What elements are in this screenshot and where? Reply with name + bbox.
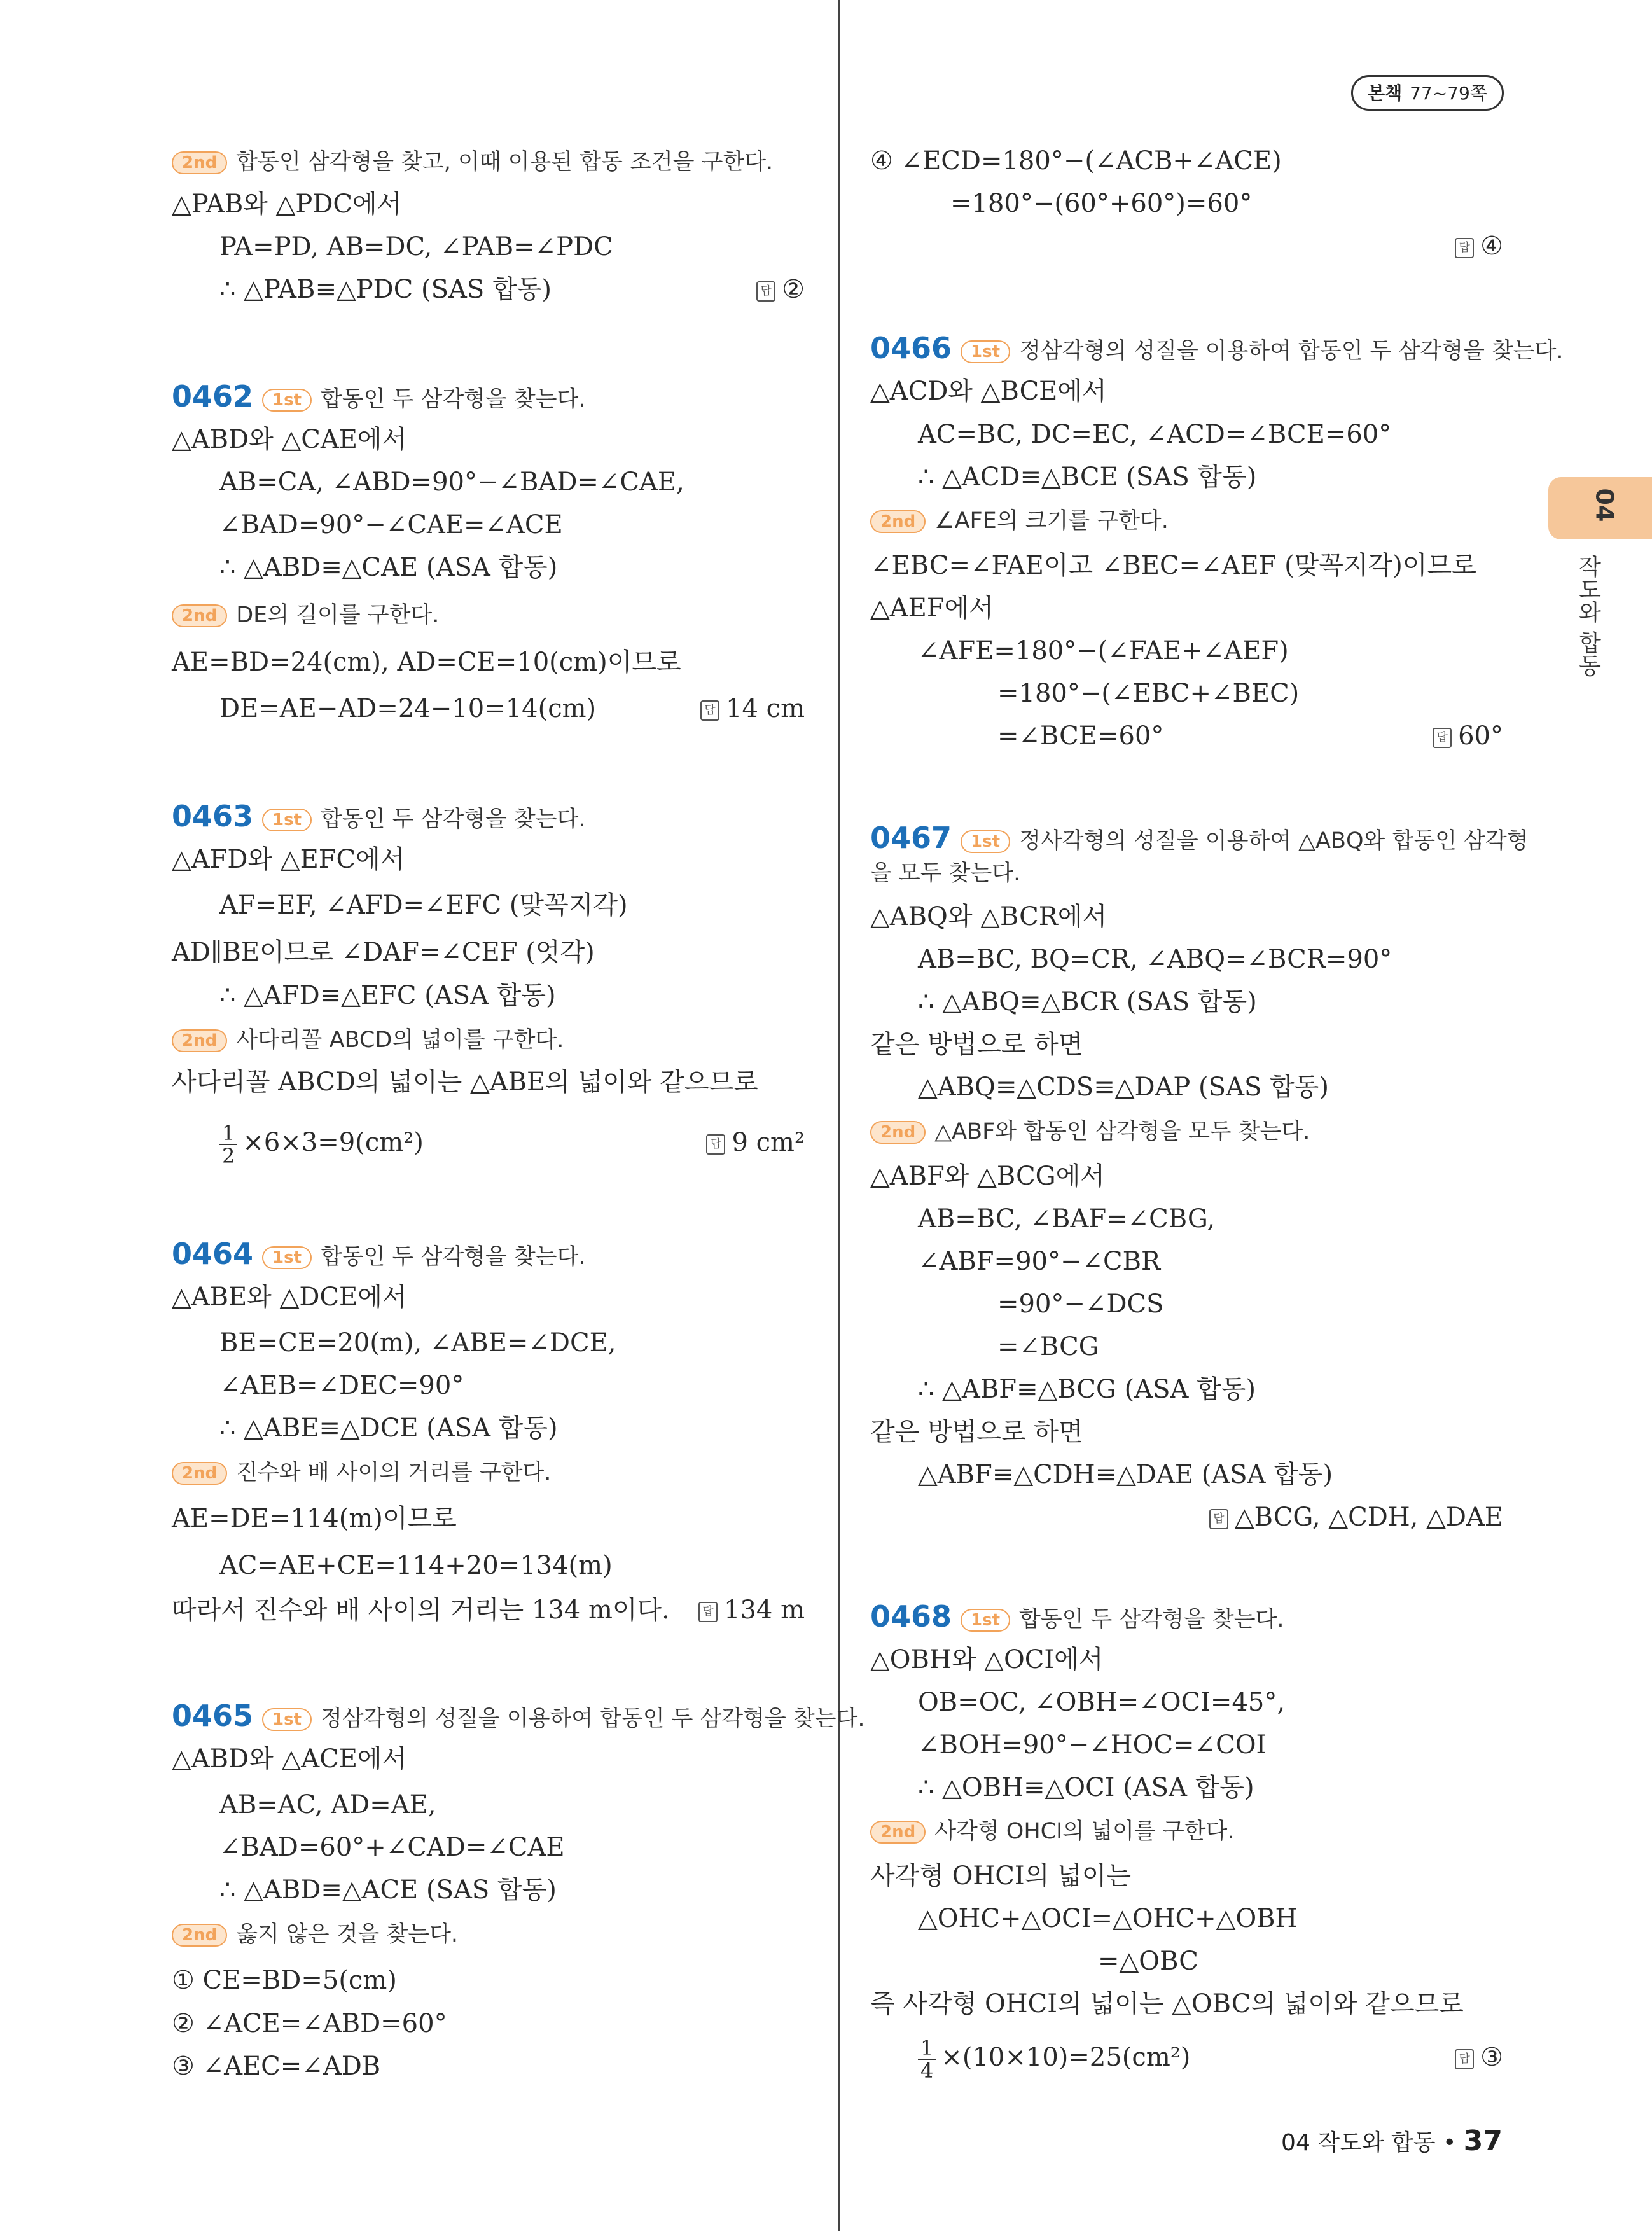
- solution-line: ∴ △ABD≡△ACE (SAS 합동): [219, 1875, 557, 1905]
- answer-icon: 답: [756, 281, 775, 302]
- solution-line: [219, 1117, 805, 1168]
- step1-text: 합동인 두 삼각형을 찾는다.: [321, 807, 586, 832]
- solution-line: △OHC+△OCI=△OHC+△OBH: [918, 1904, 1298, 1933]
- solution-line: ② ∠ACE=∠ABD=60°: [172, 2009, 447, 2038]
- answer-value: 60°: [1458, 721, 1503, 751]
- solution-line: ∴ △ABQ≡△BCR (SAS 합동): [918, 987, 1257, 1017]
- solution-line: =180°−(60°+60°)=60°: [950, 189, 1253, 218]
- solution-line: △PAB와 △PDC에서: [172, 190, 402, 219]
- step1-text: 합동인 두 삼각형을 찾는다.: [1019, 1607, 1284, 1632]
- solution-line: ① CE=BD=5(cm): [172, 1966, 397, 1995]
- solution-line: ∴ △ABF≡△BCG (ASA 합동): [918, 1375, 1256, 1404]
- solution-line: △AFD와 △EFC에서: [172, 845, 405, 874]
- page-footer: [1281, 2125, 1503, 2157]
- problem-heading: [172, 796, 805, 836]
- solution-line: ∠EBC=∠FAE이고 ∠BEC=∠AEF (맞꼭지각)이므로: [870, 551, 1476, 580]
- step2-heading: [172, 1020, 805, 1060]
- solution-line: ∠BAD=60°+∠CAD=∠CAE: [219, 1833, 565, 1862]
- chapter-number: 04: [1590, 488, 1619, 522]
- answer-icon: 답: [706, 1134, 725, 1155]
- step1-text: 합동인 두 삼각형을 찾는다.: [321, 387, 586, 412]
- problem-heading: [870, 1597, 1503, 1636]
- solution-line: 사다리꼴 ABCD의 넓이는 △ABE의 넓이와 같으므로: [172, 1067, 758, 1097]
- answer-value: ②: [782, 275, 805, 304]
- step1-text: 정삼각형의 성질을 이용하여 합동인 두 삼각형을 찾는다.: [1019, 338, 1564, 364]
- solution-line: ③ ∠AEC=∠ADB: [172, 2052, 381, 2081]
- answer: [706, 1117, 805, 1168]
- step2-text: 진수와 배 사이의 거리를 구한다.: [236, 1460, 552, 1485]
- step2-heading: [870, 501, 1503, 541]
- solution-line: ∴ △OBH≡△OCI (ASA 합동): [918, 1773, 1254, 1802]
- step1-badge: 1st: [262, 1246, 312, 1269]
- step2-heading: [870, 1812, 1503, 1851]
- problem-number: 0466: [870, 331, 952, 365]
- solution-line: △ABF와 △BCG에서: [870, 1162, 1105, 1191]
- footer-chapter: 04 작도와 합동: [1281, 2130, 1436, 2156]
- answer: [1455, 226, 1503, 266]
- page-number: 37: [1463, 2125, 1503, 2157]
- answer: [1455, 2032, 1503, 2083]
- answer-icon: 답: [1455, 2049, 1474, 2069]
- solution-line: OB=OC, ∠OBH=∠OCI=45°,: [918, 1688, 1286, 1717]
- solution-line: 같은 방법으로 하면: [870, 1417, 1083, 1447]
- chapter-side-label: 작도와 합동: [1575, 555, 1601, 677]
- step2-heading: [172, 1453, 805, 1492]
- problem-heading: [870, 818, 1529, 858]
- problem-number: 0468: [870, 1599, 952, 1634]
- step2-heading: [172, 595, 805, 635]
- solution-line: AB=AC, AD=AE,: [219, 1790, 436, 1819]
- fraction: [918, 2037, 936, 2082]
- page-reference-range: 77~79쪽: [1410, 83, 1487, 104]
- step2-text: ∠AFE의 크기를 구한다.: [934, 508, 1169, 534]
- solution-line: △AEF에서: [870, 594, 994, 623]
- problem-heading: [172, 1696, 865, 1735]
- problem-heading: [870, 328, 1564, 368]
- solution-line: [219, 270, 805, 309]
- step1-text-continued: 을 모두 찾는다.: [870, 861, 1021, 886]
- answer: [756, 270, 805, 309]
- chapter-side-tab[interactable]: [1548, 477, 1652, 539]
- step1-badge: 1st: [262, 809, 312, 831]
- solution-line: [172, 1590, 805, 1630]
- solution-line: 같은 방법으로 하면: [870, 1030, 1083, 1059]
- solution-line: =△OBC: [1098, 1947, 1198, 1976]
- problem-heading: [172, 377, 805, 416]
- solution-line: [219, 689, 805, 728]
- solution-line-text: =∠BCE=60°: [997, 721, 1164, 751]
- step2-text: △ABF와 합동인 삼각형을 모두 찾는다.: [934, 1119, 1310, 1144]
- solution-line: [997, 716, 1503, 756]
- step2-heading: [870, 1112, 1503, 1151]
- solution-line: △ABD와 △ACE에서: [172, 1744, 407, 1774]
- solution-line: ∴ △AFD≡△EFC (ASA 합동): [219, 981, 556, 1010]
- step2-text: 옳지 않은 것을 찾는다.: [236, 1922, 459, 1947]
- solution-line-text: ×(10×10)=25(cm²): [941, 2043, 1191, 2072]
- answer-value: ④: [1480, 232, 1503, 261]
- step2-badge: 2nd: [870, 1121, 926, 1144]
- solution-line: 사각형 OHCI의 넓이는: [870, 1861, 1131, 1891]
- step2-badge: 2nd: [172, 1029, 227, 1052]
- solution-line: AB=BC, BQ=CR, ∠ABQ=∠BCR=90°: [918, 945, 1392, 974]
- answer-icon: 답: [1455, 238, 1474, 258]
- step2-heading: [172, 142, 805, 182]
- step1-badge: 1st: [262, 1708, 312, 1731]
- answer-icon: 답: [698, 1602, 718, 1622]
- answer-line: [870, 1498, 1503, 1537]
- answer-value: ③: [1480, 2043, 1503, 2072]
- fraction: [219, 1122, 237, 1167]
- footer-bullet: •: [1443, 2130, 1457, 2156]
- step1-badge: 1st: [961, 1609, 1010, 1632]
- solution-line: ∴ △ABD≡△CAE (ASA 합동): [219, 553, 558, 582]
- fraction-denominator: 2: [222, 1144, 235, 1168]
- step2-text: 사각형 OHCI의 넓이를 구한다.: [934, 1819, 1235, 1844]
- solution-line: AE=BD=24(cm), AD=CE=10(cm)이므로: [172, 648, 681, 677]
- solution-line: AB=BC, ∠BAF=∠CBG,: [918, 1204, 1216, 1234]
- solution-line: △ABF≡△CDH≡△DAE (ASA 합동): [918, 1460, 1333, 1489]
- solution-line: ∠ABF=90°−∠CBR: [918, 1247, 1161, 1276]
- step1-text: 정삼각형의 성질을 이용하여 합동인 두 삼각형을 찾는다.: [321, 1706, 865, 1732]
- solution-line: [918, 2032, 1503, 2083]
- problem-number: 0465: [172, 1699, 254, 1733]
- step1-text: 합동인 두 삼각형을 찾는다.: [321, 1244, 586, 1270]
- fraction-denominator: 4: [920, 2059, 934, 2083]
- answer-value: 9 cm²: [732, 1128, 805, 1157]
- answer-icon: 답: [1209, 1509, 1228, 1529]
- solution-line-text: ×6×3=9(cm²): [242, 1128, 424, 1157]
- solution-line: =∠BCG: [997, 1332, 1099, 1361]
- problem-number: 0463: [172, 799, 254, 833]
- solution-line: △ABE와 △DCE에서: [172, 1282, 407, 1312]
- solution-line: AF=EF, ∠AFD=∠EFC (맞꼭지각): [219, 891, 628, 920]
- problem-heading: [172, 1234, 805, 1274]
- step2-text: 합동인 삼각형을 찾고, 이때 이용된 합동 조건을 구한다.: [236, 149, 774, 175]
- problem-number: 0467: [870, 821, 952, 855]
- solution-line-text: DE=AE−AD=24−10=14(cm): [219, 694, 597, 723]
- solution-line: ∠AEB=∠DEC=90°: [219, 1371, 464, 1400]
- solution-line: 즉 사각형 OHCI의 넓이는 △OBC의 넓이와 같으므로: [870, 1989, 1464, 2019]
- solution-line: PA=PD, AB=DC, ∠PAB=∠PDC: [219, 232, 613, 261]
- solution-line: AC=BC, DC=EC, ∠ACD=∠BCE=60°: [918, 420, 1392, 449]
- answer-value: 14 cm: [726, 694, 805, 723]
- solution-line: △ABQ≡△CDS≡△DAP (SAS 합동): [918, 1073, 1329, 1102]
- step2-text: 사다리꼴 ABCD의 넓이를 구한다.: [236, 1027, 564, 1053]
- solution-line: ④ ∠ECD=180°−(∠ACB+∠ACE): [870, 146, 1282, 176]
- answer: [1433, 716, 1503, 756]
- step1-badge: 1st: [262, 389, 312, 412]
- problem-number: 0464: [172, 1237, 254, 1271]
- step1-badge: 1st: [961, 340, 1010, 363]
- answer-icon: 답: [700, 700, 719, 721]
- solution-line: AB=CA, ∠ABD=90°−∠BAD=∠CAE,: [219, 468, 684, 497]
- answer: [1209, 1498, 1503, 1537]
- answer-line: [870, 226, 1503, 266]
- solution-line: AC=AE+CE=114+20=134(m): [219, 1551, 613, 1580]
- solution-line: ∠BOH=90°−∠HOC=∠COI: [918, 1730, 1267, 1760]
- solution-line: ∠AFE=180°−(∠FAE+∠AEF): [918, 636, 1289, 665]
- step2-heading: [172, 1915, 805, 1954]
- step1-badge: 1st: [961, 830, 1010, 853]
- solution-line: ∴ △ACD≡△BCE (SAS 합동): [918, 462, 1257, 492]
- step2-badge: 2nd: [870, 510, 926, 533]
- answer-value: △BCG, △CDH, △DAE: [1234, 1503, 1503, 1532]
- solution-line: AD∥BE이므로 ∠DAF=∠CEF (엇각): [172, 938, 595, 967]
- answer: [698, 1590, 805, 1630]
- solution-line: =180°−(∠EBC+∠BEC): [997, 679, 1300, 708]
- answer-icon: 답: [1433, 728, 1452, 748]
- answer-value: 134 m: [724, 1595, 805, 1625]
- step2-text: DE의 길이를 구한다.: [236, 602, 440, 628]
- solution-line: △ABD와 △CAE에서: [172, 425, 407, 454]
- solution-line: ∴ △ABE≡△DCE (ASA 합동): [219, 1414, 558, 1443]
- step2-badge: 2nd: [172, 1462, 227, 1485]
- step1-text: 정사각형의 성질을 이용하여 △ABQ와 합동인 삼각형: [1019, 828, 1529, 854]
- step2-badge: 2nd: [172, 604, 227, 627]
- answer: [700, 689, 805, 728]
- page-reference-badge: [1351, 75, 1504, 111]
- solution-line: AE=DE=114(m)이므로: [172, 1504, 457, 1533]
- column-divider: [838, 0, 840, 2231]
- fraction-numerator: 1: [219, 1122, 237, 1145]
- step2-badge: 2nd: [172, 151, 227, 174]
- solution-line: △OBH와 △OCI에서: [870, 1645, 1104, 1674]
- fraction-numerator: 1: [918, 2037, 936, 2060]
- page-reference-label: 본책: [1368, 83, 1403, 104]
- problem-number: 0462: [172, 379, 254, 414]
- solution-line-text: ∴ △PAB≡△PDC (SAS 합동): [219, 275, 552, 304]
- solution-line: BE=CE=20(m), ∠ABE=∠DCE,: [219, 1328, 616, 1358]
- solution-line: △ABQ와 △BCR에서: [870, 902, 1107, 931]
- step2-badge: 2nd: [870, 1821, 926, 1844]
- solution-line-text: 따라서 진수와 배 사이의 거리는 134 m이다.: [172, 1595, 670, 1625]
- solution-line: =90°−∠DCS: [997, 1289, 1164, 1319]
- solution-line: ∠BAD=90°−∠CAE=∠ACE: [219, 510, 563, 539]
- step2-badge: 2nd: [172, 1924, 227, 1947]
- solution-line: △ACD와 △BCE에서: [870, 377, 1107, 406]
